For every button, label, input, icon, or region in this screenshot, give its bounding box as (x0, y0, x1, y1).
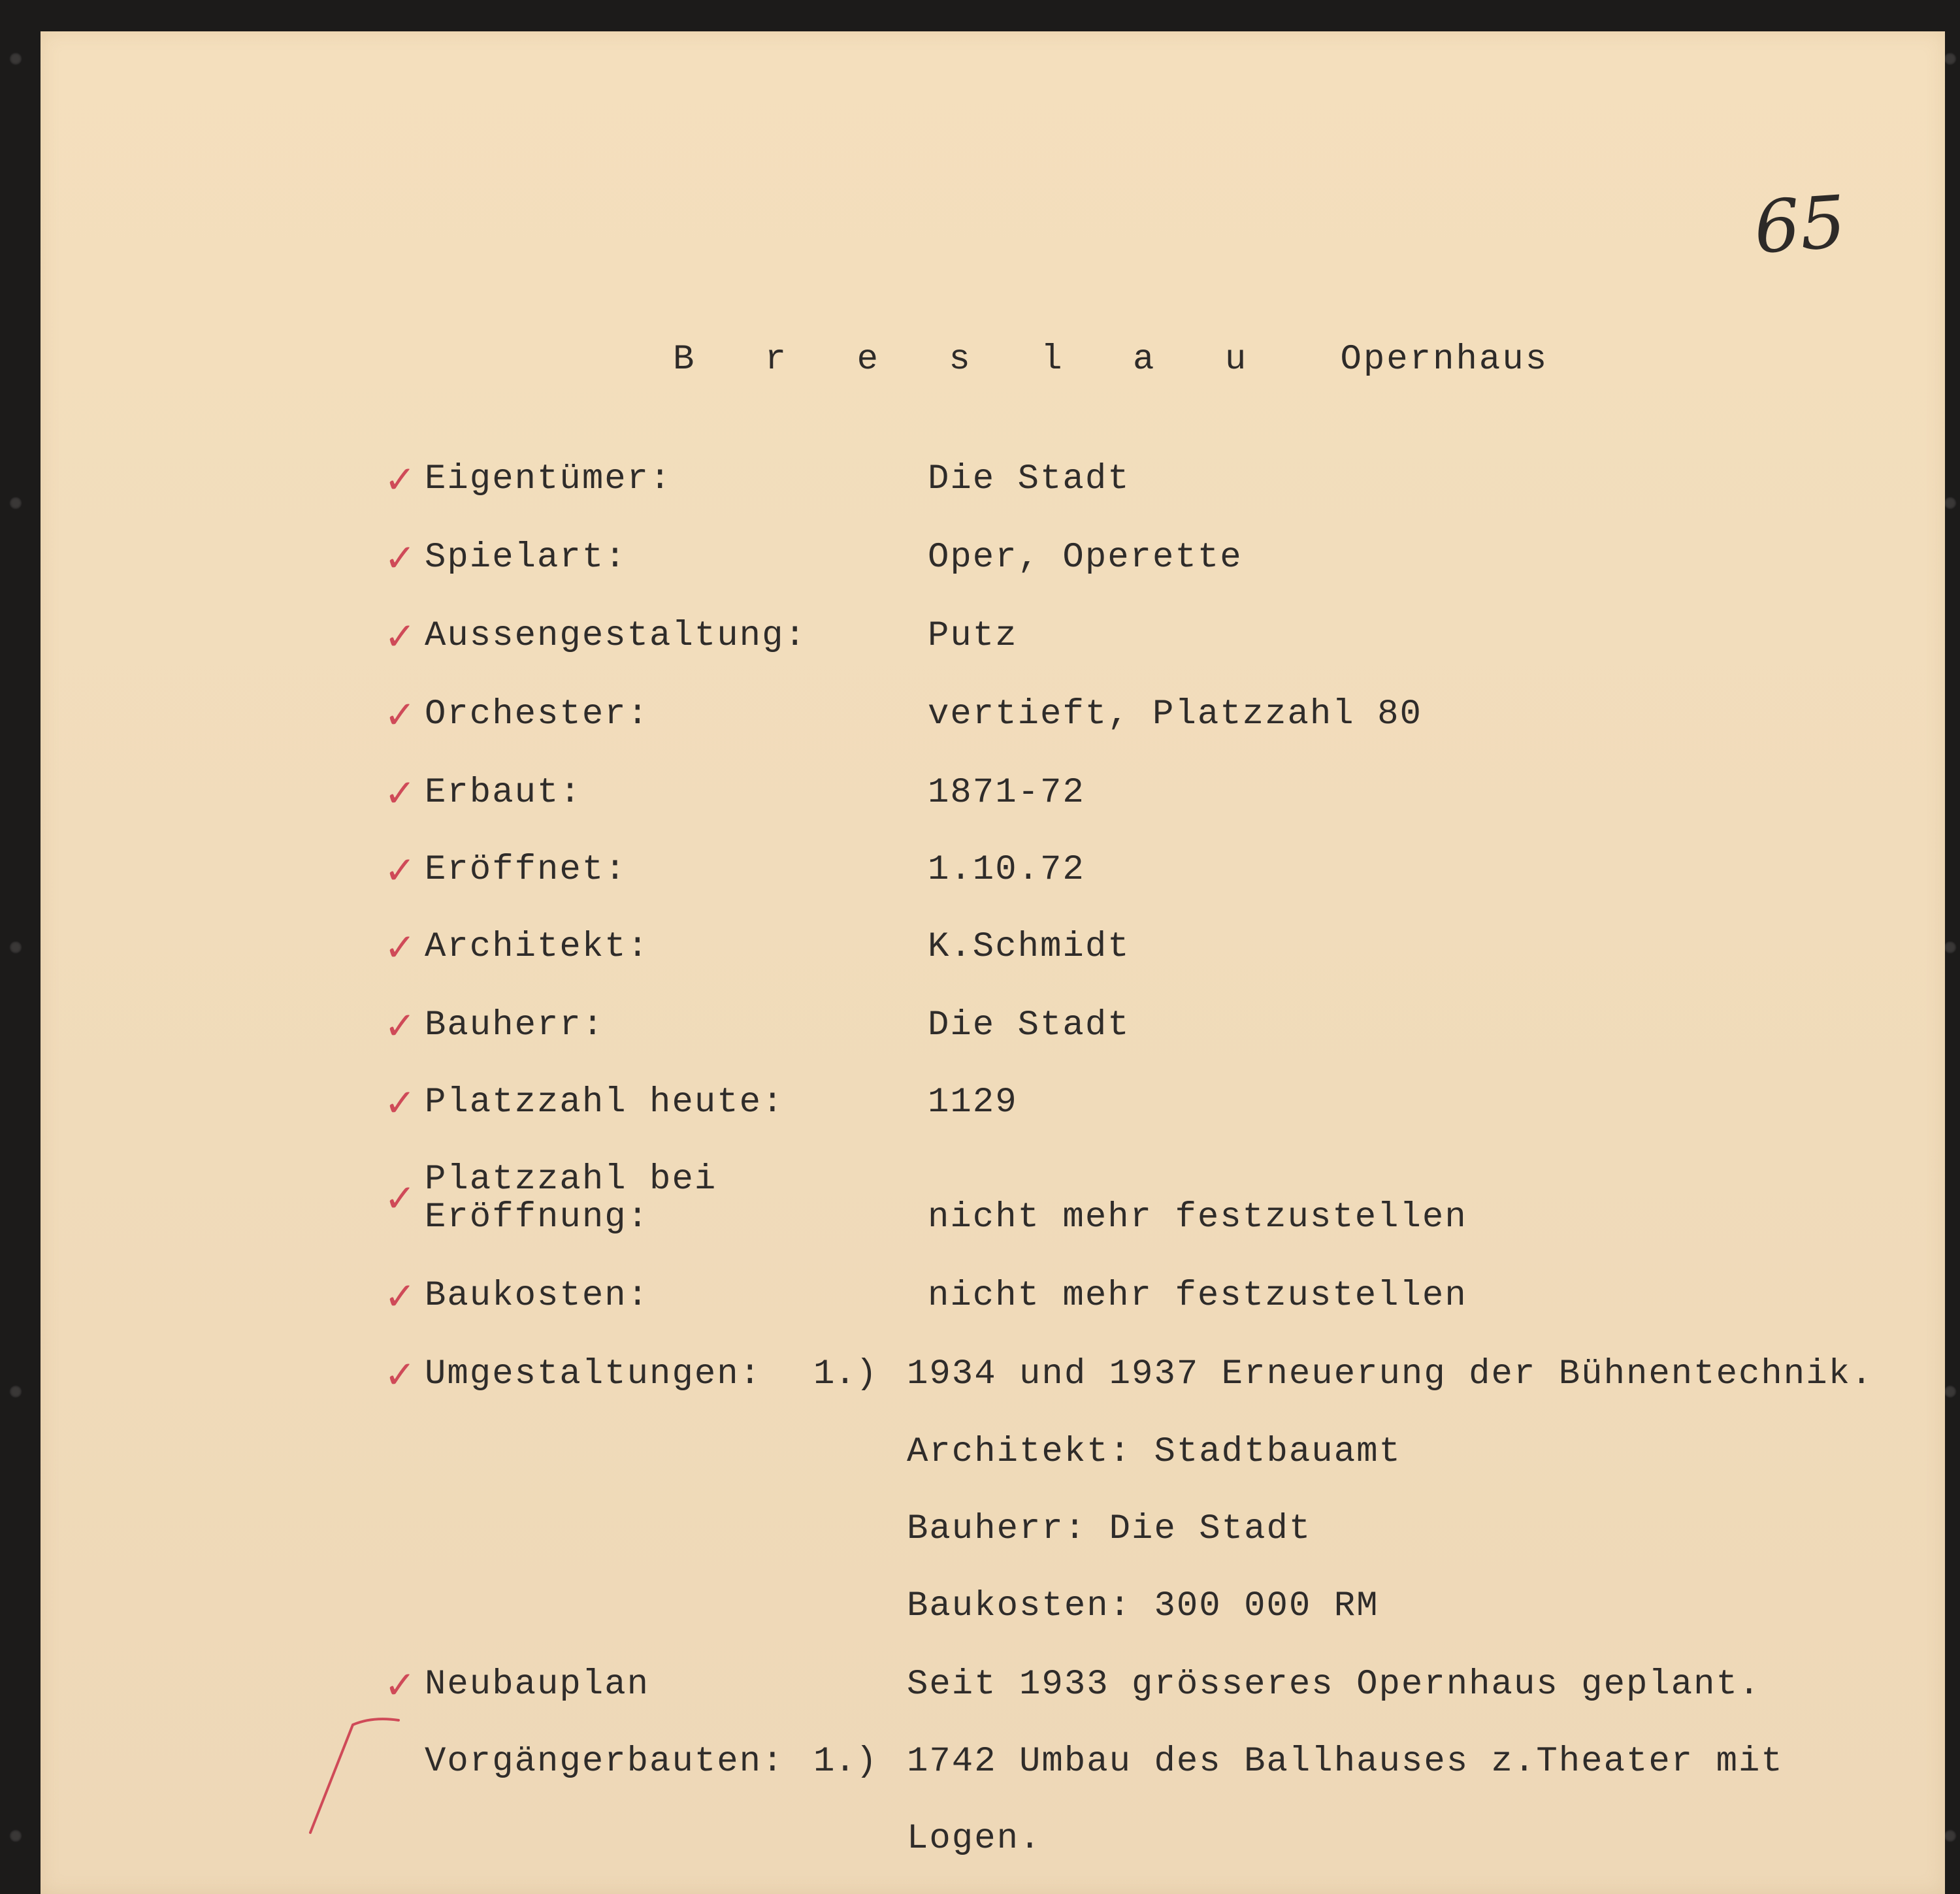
vorgaenger-line: Logen. (907, 1819, 1042, 1859)
field-label-eigentuemer: Eigentümer: (425, 459, 672, 499)
umgestaltungen-number: 1.) (813, 1354, 877, 1394)
check-mark-icon: ✓ (384, 1081, 416, 1125)
field-value-baukosten: nicht mehr festzustellen (928, 1276, 1467, 1316)
field-label-spielart: Spielart: (425, 538, 627, 578)
field-value-platzzahl-heute: 1129 (928, 1083, 1018, 1122)
binder-hole (1944, 941, 1957, 954)
check-mark-icon: ✓ (384, 1004, 416, 1048)
field-value-aussengestaltung: Putz (928, 616, 1018, 656)
field-label-neubauplan: Neubauplan (425, 1665, 650, 1705)
field-label-baukosten: Baukosten: (425, 1276, 650, 1316)
binder-hole (9, 497, 22, 510)
field-value-erbaut: 1871-72 (928, 773, 1085, 813)
check-mark-icon: ✓ (384, 1176, 416, 1220)
title-city: B r e s l a u (673, 340, 1271, 380)
binder-hole (1944, 497, 1957, 510)
field-label-vorgaengerbauten: Vorgängerbauten: (425, 1742, 785, 1782)
field-value-architekt: K.Schmidt (928, 927, 1130, 967)
field-value-platzzahl-eroeffnung: nicht mehr festzustellen (928, 1198, 1467, 1237)
field-label-architekt: Architekt: (425, 927, 650, 967)
binder-hole (9, 941, 22, 954)
binder-hole (1944, 1829, 1957, 1842)
document-title (673, 340, 1548, 380)
check-mark-icon: ✓ (384, 457, 416, 502)
field-label-platzzahl-eroeffnung-line2: Eröffnung: (425, 1198, 650, 1237)
check-mark-icon: ✓ (384, 1274, 416, 1318)
vorgaenger-line: 1742 Umbau des Ballhauses z.Theater mit (907, 1742, 1784, 1782)
check-mark-icon: ✓ (384, 614, 416, 659)
field-value-bauherr: Die Stadt (928, 1005, 1130, 1045)
binder-hole (1944, 1385, 1957, 1398)
field-value-orchester: vertieft, Platzzahl 80 (928, 694, 1422, 734)
field-value-eroeffnet: 1.10.72 (928, 850, 1085, 890)
umgestaltungen-line: 1934 und 1937 Erneuerung der Bühnentechnik. (907, 1354, 1874, 1394)
vorgaenger-number: 1.) (813, 1742, 877, 1782)
check-mark-icon: ✓ (384, 536, 416, 580)
check-mark-icon: ✓ (384, 1663, 416, 1707)
check-mark-icon: ✓ (384, 848, 416, 892)
check-mark-icon: ✓ (384, 693, 416, 737)
field-label-bauherr: Bauherr: (425, 1005, 605, 1045)
field-value-eigentuemer: Die Stadt (928, 459, 1130, 499)
page-number: 65 (1751, 180, 1849, 270)
field-value-neubauplan: Seit 1933 grösseres Opernhaus geplant. (907, 1665, 1761, 1705)
title-building: Opernhaus (1340, 340, 1549, 380)
umgestaltungen-line: Architekt: Stadtbauamt (907, 1432, 1401, 1472)
binder-hole (9, 1829, 22, 1842)
field-label-erbaut: Erbaut: (425, 773, 582, 813)
red-pencil-mark (307, 1708, 405, 1839)
field-label-platzzahl-eroeffnung: Platzzahl bei (425, 1160, 717, 1200)
umgestaltungen-line: Baukosten: 300 000 RM (907, 1586, 1379, 1626)
binder-hole (1944, 52, 1957, 65)
check-mark-icon: ✓ (384, 771, 416, 815)
field-label-umgestaltungen: Umgestaltungen: (425, 1354, 762, 1394)
field-value-spielart: Oper, Operette (928, 538, 1243, 578)
binder-hole (9, 52, 22, 65)
umgestaltungen-line: Bauherr: Die Stadt (907, 1509, 1312, 1549)
check-mark-icon: ✓ (384, 1352, 416, 1397)
field-label-eroeffnet: Eröffnet: (425, 850, 627, 890)
field-label-platzzahl-heute: Platzzahl heute: (425, 1083, 785, 1122)
field-label-orchester: Orchester: (425, 694, 650, 734)
field-label-aussengestaltung: Aussengestaltung: (425, 616, 807, 656)
check-mark-icon: ✓ (384, 925, 416, 970)
binder-hole (9, 1385, 22, 1398)
